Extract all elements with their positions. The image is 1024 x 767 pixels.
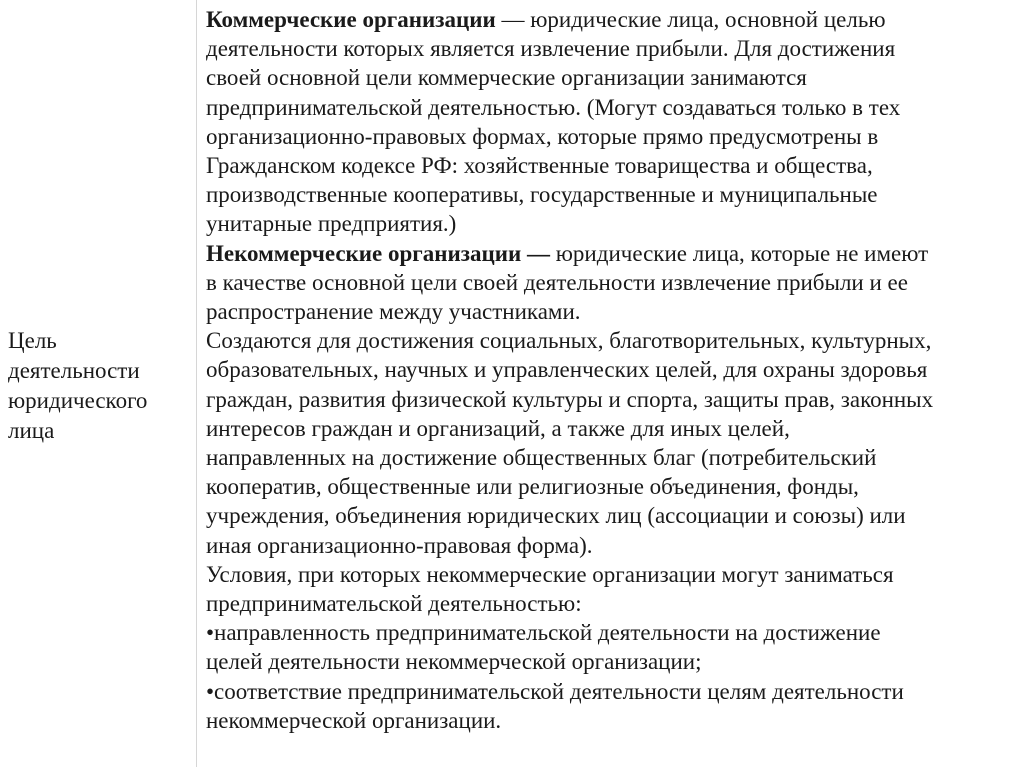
commercial-term: Коммерческие организации — [206, 7, 496, 32]
row-label-line: Цель — [8, 327, 57, 353]
noncommercial-line: распространение между участниками. — [206, 299, 581, 325]
commercial-line: деятельности которых является извлечение прибыли. Для достижения — [206, 36, 896, 62]
conditions-bullet: •направленность предпринимательской деятельности на достижение — [206, 620, 881, 646]
row-label — [8, 326, 147, 446]
commercial-line: организационно-правовых формах, которые прямо предусмотрены в — [206, 123, 879, 149]
definitions-cell — [206, 5, 1016, 735]
purposes-line: интересов граждан и организаций, а также для иных целей, — [206, 415, 790, 441]
purposes-line: учреждения, объединения юридических лиц (ассоциации и союзы) или — [206, 503, 906, 529]
row-label-line: деятельности — [8, 357, 140, 383]
purposes-line: направленных на достижение общественных благ (потребительский — [206, 445, 877, 471]
column-divider — [196, 0, 197, 767]
noncommercial-line: в качестве основной цели своей деятельности извлечение прибыли и ее — [206, 269, 908, 295]
noncommercial-first-line-rest: юридические лица, которые не имеют — [550, 240, 929, 266]
purposes-line: кооператив, общественные или религиозные объединения, фонды, — [206, 474, 859, 500]
commercial-line: предпринимательской деятельностью. (Могут создаваться только в тех — [206, 94, 901, 120]
commercial-line: своей основной цели коммерческие организации занимаются — [206, 65, 807, 91]
row-label-line: лица — [8, 417, 55, 443]
commercial-line: Гражданском кодексе РФ: хозяйственные товарищества и общества, — [206, 153, 873, 179]
conditions-line: некоммерческой организации. — [206, 707, 502, 733]
conditions-line: предпринимательской деятельностью: — [206, 591, 582, 617]
row-label-line: юридического — [8, 387, 148, 413]
purposes-line: иная организационно-правовая форма). — [206, 532, 593, 558]
conditions-line: Условия, при которых некоммерческие организации могут заниматься — [206, 561, 894, 587]
noncommercial-term: Некоммерческие организации — — [206, 240, 550, 266]
conditions-paragraph — [206, 560, 1016, 735]
commercial-first-line — [206, 5, 1016, 34]
commercial-paragraph — [206, 5, 1016, 239]
conditions-line: целей деятельности некоммерческой организации; — [206, 649, 702, 675]
commercial-line: унитарные предприятия.) — [206, 211, 457, 237]
noncommercial-first-line — [206, 239, 1016, 268]
noncommercial-paragraph — [206, 239, 1016, 327]
purposes-paragraph — [206, 326, 1016, 560]
purposes-line: граждан, развития физической культуры и спорта, защиты прав, законных — [206, 386, 934, 412]
commercial-line: производственные кооперативы, государственные и муниципальные — [206, 182, 878, 208]
purposes-line: Создаются для достижения социальных, благотворительных, культурных, — [206, 328, 932, 354]
conditions-bullet: •соответствие предпринимательской деятельности целям деятельности — [206, 678, 904, 704]
purposes-line: образовательных, научных и управленческих целей, для охраны здоровья — [206, 357, 928, 383]
commercial-first-line-rest: — юридические лица, основной целью — [495, 7, 886, 32]
left-cell — [0, 0, 195, 767]
